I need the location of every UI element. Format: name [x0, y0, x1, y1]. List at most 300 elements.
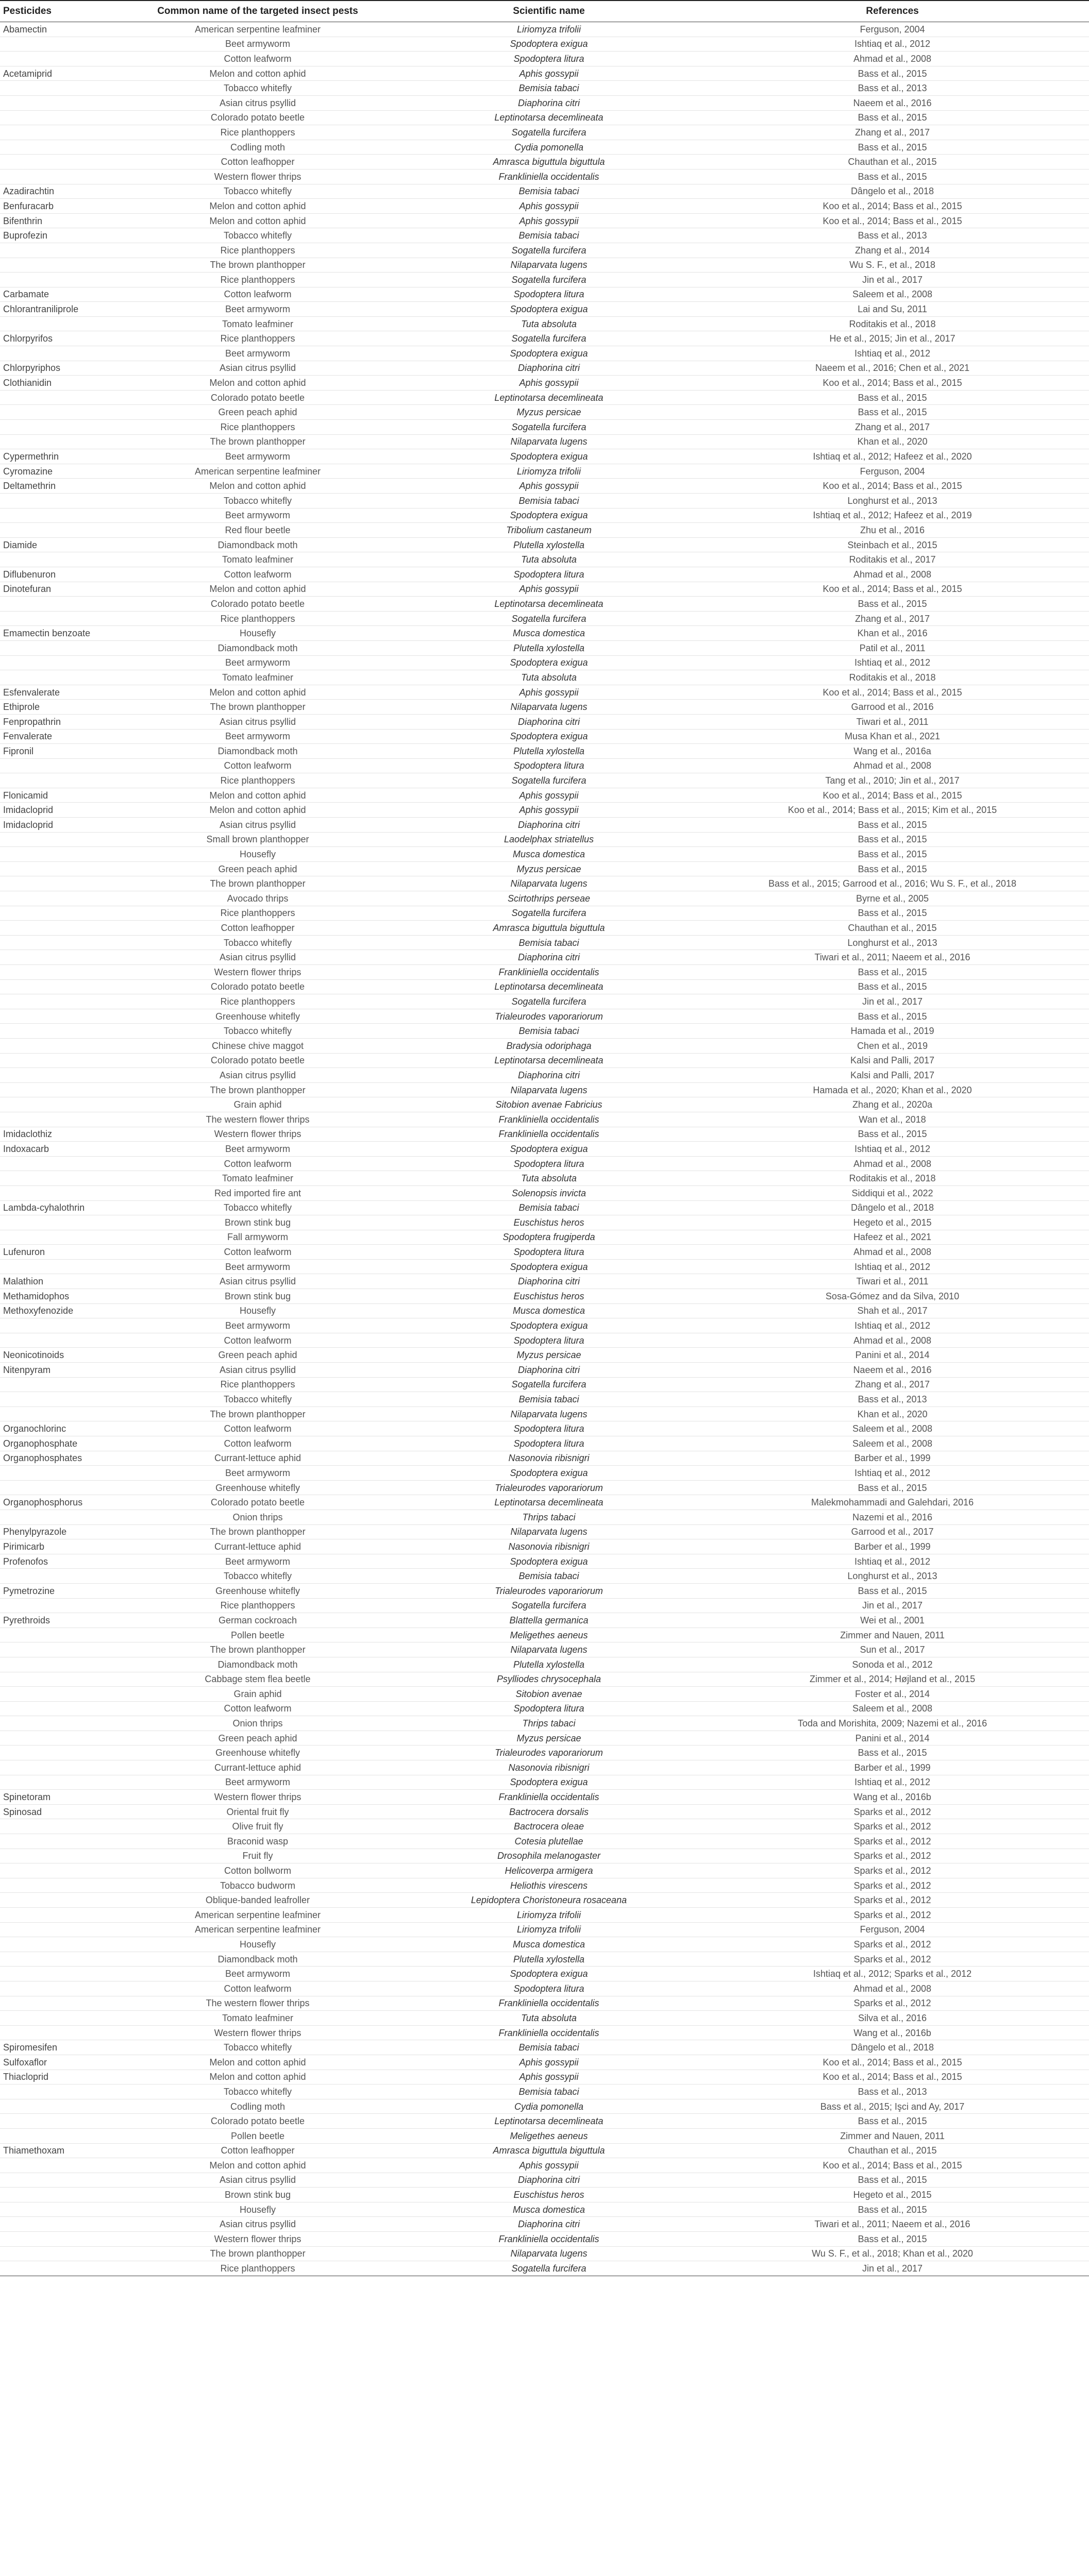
table-row: [0, 155, 1089, 170]
scientific-name-cell: Spodoptera litura: [402, 1421, 696, 1436]
references-cell: Ishtiaq et al., 2012; Hafeez et al., 2019: [696, 508, 1089, 523]
table-row: [0, 935, 1089, 950]
common-name-cell: Small brown planthopper: [113, 832, 402, 847]
table-row: [0, 213, 1089, 228]
pesticide-cell: [0, 1745, 113, 1760]
common-name-cell: Melon and cotton aphid: [113, 479, 402, 494]
common-name-cell: Western flower thrips: [113, 965, 402, 980]
common-name-cell: The brown planthopper: [113, 258, 402, 273]
references-cell: Koo et al., 2014; Bass et al., 2015: [696, 2055, 1089, 2070]
pesticide-cell: [0, 1981, 113, 1996]
references-cell: Bass et al., 2015: [696, 2173, 1089, 2188]
common-name-cell: Tobacco whitefly: [113, 2084, 402, 2099]
common-name-cell: Western flower thrips: [113, 1790, 402, 1805]
pesticide-cell: [0, 1701, 113, 1716]
scientific-name-cell: Spodoptera exigua: [402, 655, 696, 670]
table-row: [0, 950, 1089, 965]
table-row: [0, 2202, 1089, 2217]
table-row: [0, 1642, 1089, 1657]
references-cell: Barber et al., 1999: [696, 1539, 1089, 1554]
scientific-name-cell: Aphis gossypii: [402, 2055, 696, 2070]
common-name-cell: Tobacco whitefly: [113, 935, 402, 950]
references-cell: Hamada et al., 2019: [696, 1024, 1089, 1039]
references-cell: Naeem et al., 2016: [696, 1363, 1089, 1378]
scientific-name-cell: Leptinotarsa decemlineata: [402, 390, 696, 405]
table-row: [0, 1863, 1089, 1878]
scientific-name-cell: Myzus persicae: [402, 405, 696, 420]
references-cell: Bass et al., 2015: [696, 110, 1089, 125]
references-cell: Wan et al., 2018: [696, 1112, 1089, 1127]
table-row: [0, 994, 1089, 1009]
references-cell: Sparks et al., 2012: [696, 1937, 1089, 1952]
pesticide-cell: [0, 950, 113, 965]
pesticide-cell: [0, 243, 113, 258]
scientific-name-cell: Bemisia tabaci: [402, 184, 696, 199]
references-cell: Koo et al., 2014; Bass et al., 2015: [696, 213, 1089, 228]
common-name-cell: Beet armyworm: [113, 729, 402, 744]
pesticide-cell: [0, 1230, 113, 1245]
references-cell: Bass et al., 2015: [696, 66, 1089, 81]
scientific-name-cell: Tuta absoluta: [402, 316, 696, 331]
scientific-name-cell: Liriomyza trifolii: [402, 464, 696, 479]
common-name-cell: Green peach aphid: [113, 861, 402, 876]
common-name-cell: Diamondback moth: [113, 537, 402, 552]
pesticide-cell: Profenofos: [0, 1554, 113, 1569]
scientific-name-cell: Diaphorina citri: [402, 950, 696, 965]
table-row: [0, 2128, 1089, 2143]
scientific-name-cell: Bemisia tabaci: [402, 2040, 696, 2055]
table-row: [0, 1893, 1089, 1908]
references-cell: Ahmad et al., 2008: [696, 1981, 1089, 1996]
table-row: [0, 405, 1089, 420]
scientific-name-cell: Diaphorina citri: [402, 818, 696, 833]
references-cell: Khan et al., 2020: [696, 434, 1089, 449]
scientific-name-cell: Psylliodes chrysocephala: [402, 1672, 696, 1687]
common-name-cell: Green peach aphid: [113, 1731, 402, 1745]
table-row: [0, 1760, 1089, 1775]
table-row: [0, 494, 1089, 509]
scientific-name-cell: Meligethes aeneus: [402, 2128, 696, 2143]
references-cell: Roditakis et al., 2018: [696, 316, 1089, 331]
table-row: [0, 273, 1089, 287]
scientific-name-cell: Cydia pomonella: [402, 140, 696, 155]
common-name-cell: Pollen beetle: [113, 2128, 402, 2143]
common-name-cell: Tomato leafminer: [113, 670, 402, 685]
table-row: [0, 1539, 1089, 1554]
common-name-cell: Cotton leafworm: [113, 1333, 402, 1348]
common-name-cell: Melon and cotton aphid: [113, 685, 402, 700]
references-cell: Bass et al., 2015: [696, 1127, 1089, 1142]
pesticide-cell: Cyromazine: [0, 464, 113, 479]
pesticide-cell: Methamidophos: [0, 1289, 113, 1304]
table-row: [0, 2084, 1089, 2099]
common-name-cell: Colorado potato beetle: [113, 2114, 402, 2129]
table-row: [0, 818, 1089, 833]
common-name-cell: Tomato leafminer: [113, 2011, 402, 2026]
common-name-cell: Tobacco whitefly: [113, 1569, 402, 1584]
references-cell: Wu S. F., et al., 2018; Khan et al., 2020: [696, 2246, 1089, 2261]
references-cell: Sparks et al., 2012: [696, 1849, 1089, 1863]
references-cell: Bass et al., 2015: [696, 1583, 1089, 1598]
references-cell: Wei et al., 2001: [696, 1613, 1089, 1628]
references-cell: Sparks et al., 2012: [696, 1878, 1089, 1893]
scientific-name-cell: Frankliniella occidentalis: [402, 965, 696, 980]
references-cell: Ishtiaq et al., 2012: [696, 1142, 1089, 1157]
scientific-name-cell: Lepidoptera Choristoneura rosaceana: [402, 1893, 696, 1908]
table-row: [0, 1598, 1089, 1613]
table-row: [0, 729, 1089, 744]
common-name-cell: Asian citrus psyllid: [113, 95, 402, 110]
pesticide-cell: [0, 1937, 113, 1952]
references-cell: Ferguson, 2004: [696, 22, 1089, 37]
table-row: [0, 2173, 1089, 2188]
scientific-name-cell: Drosophila melanogaster: [402, 1849, 696, 1863]
references-cell: Zhang et al., 2017: [696, 611, 1089, 626]
pesticide-cell: [0, 2173, 113, 2188]
table-row: [0, 2232, 1089, 2247]
pesticide-cell: [0, 965, 113, 980]
scientific-name-cell: Bemisia tabaci: [402, 1024, 696, 1039]
pesticide-cell: [0, 1480, 113, 1495]
table-row: [0, 1245, 1089, 1260]
pesticide-cell: Chlorantraniliprole: [0, 302, 113, 317]
header-row: [0, 1, 1089, 22]
references-cell: Longhurst et al., 2013: [696, 494, 1089, 509]
pesticide-cell: [0, 52, 113, 66]
pesticide-cell: [0, 2158, 113, 2173]
table-row: [0, 376, 1089, 391]
references-cell: Koo et al., 2014; Bass et al., 2015: [696, 2070, 1089, 2084]
common-name-cell: Tobacco whitefly: [113, 1024, 402, 1039]
scientific-name-cell: Plutella xylostella: [402, 1952, 696, 1967]
pesticide-cell: [0, 2217, 113, 2232]
references-cell: Koo et al., 2014; Bass et al., 2015: [696, 685, 1089, 700]
common-name-cell: American serpentine leafminer: [113, 464, 402, 479]
table-row: [0, 184, 1089, 199]
pesticide-cell: [0, 1318, 113, 1333]
common-name-cell: Asian citrus psyllid: [113, 1068, 402, 1083]
pesticide-cell: [0, 1259, 113, 1274]
pesticide-cell: [0, 1863, 113, 1878]
references-cell: Ahmad et al., 2008: [696, 1333, 1089, 1348]
pesticide-cell: [0, 1952, 113, 1967]
scientific-name-cell: Tuta absoluta: [402, 670, 696, 685]
references-cell: Sparks et al., 2012: [696, 1893, 1089, 1908]
references-cell: Ishtiaq et al., 2012; Sparks et al., 2012: [696, 1967, 1089, 1981]
scientific-name-cell: Helicoverpa armigera: [402, 1863, 696, 1878]
common-name-cell: Cotton leafhopper: [113, 155, 402, 170]
common-name-cell: Colorado potato beetle: [113, 110, 402, 125]
scientific-name-cell: Trialeurodes vaporariorum: [402, 1480, 696, 1495]
table-row: [0, 2055, 1089, 2070]
scientific-name-cell: Heliothis virescens: [402, 1878, 696, 1893]
scientific-name-cell: Nilaparvata lugens: [402, 1642, 696, 1657]
table-row: [0, 1554, 1089, 1569]
common-name-cell: Cotton leafworm: [113, 1436, 402, 1451]
table-row: [0, 626, 1089, 641]
table-row: [0, 1952, 1089, 1967]
common-name-cell: Tomato leafminer: [113, 1171, 402, 1186]
scientific-name-cell: Euschistus heros: [402, 1289, 696, 1304]
scientific-name-cell: Aphis gossypii: [402, 66, 696, 81]
common-name-cell: Tobacco whitefly: [113, 1392, 402, 1407]
table-row: [0, 434, 1089, 449]
table-row: [0, 1185, 1089, 1200]
references-cell: Bass et al., 2015: [696, 2232, 1089, 2247]
scientific-name-cell: Liriomyza trifolii: [402, 1922, 696, 1937]
common-name-cell: The western flower thrips: [113, 1112, 402, 1127]
table-row: [0, 773, 1089, 788]
scientific-name-cell: Myzus persicae: [402, 861, 696, 876]
pesticide-cell: [0, 1731, 113, 1745]
common-name-cell: The brown planthopper: [113, 1082, 402, 1097]
references-cell: Khan et al., 2020: [696, 1406, 1089, 1421]
pesticide-cell: Clothianidin: [0, 376, 113, 391]
pesticide-cell: Phenylpyrazole: [0, 1524, 113, 1539]
references-cell: Dângelo et al., 2018: [696, 2040, 1089, 2055]
table-row: [0, 1908, 1089, 1923]
references-cell: Roditakis et al., 2018: [696, 1171, 1089, 1186]
scientific-name-cell: Bemisia tabaci: [402, 2084, 696, 2099]
table-row: [0, 2261, 1089, 2276]
pesticide-cell: [0, 2084, 113, 2099]
references-cell: Hegeto et al., 2015: [696, 2188, 1089, 2202]
pesticide-cell: [0, 1834, 113, 1849]
references-cell: Saleem et al., 2008: [696, 1436, 1089, 1451]
scientific-name-cell: Spodoptera litura: [402, 1701, 696, 1716]
references-cell: Garrood et al., 2016: [696, 700, 1089, 715]
table-row: [0, 1392, 1089, 1407]
common-name-cell: The brown planthopper: [113, 1524, 402, 1539]
pesticide-cell: [0, 552, 113, 567]
pesticide-cell: [0, 1068, 113, 1083]
references-cell: Koo et al., 2014; Bass et al., 2015: [696, 479, 1089, 494]
pesticide-cell: Spinosad: [0, 1804, 113, 1819]
common-name-cell: Tomato leafminer: [113, 552, 402, 567]
common-name-cell: Greenhouse whitefly: [113, 1583, 402, 1598]
pesticide-cell: [0, 1687, 113, 1702]
common-name-cell: Colorado potato beetle: [113, 390, 402, 405]
common-name-cell: Olive fruit fly: [113, 1819, 402, 1834]
references-cell: Bass et al., 2015: [696, 597, 1089, 612]
pesticide-cell: [0, 434, 113, 449]
scientific-name-cell: Meligethes aeneus: [402, 1628, 696, 1642]
pesticide-cell: [0, 1628, 113, 1642]
pesticide-cell: [0, 611, 113, 626]
scientific-name-cell: Spodoptera litura: [402, 567, 696, 582]
table-row: [0, 611, 1089, 626]
pesticide-cell: Dinotefuran: [0, 582, 113, 597]
pesticide-cell: Flonicamid: [0, 788, 113, 803]
table-row: [0, 803, 1089, 818]
pesticide-cell: [0, 1112, 113, 1127]
common-name-cell: Brown stink bug: [113, 1289, 402, 1304]
references-cell: Koo et al., 2014; Bass et al., 2015: [696, 199, 1089, 214]
references-cell: Bass et al., 2013: [696, 228, 1089, 243]
common-name-cell: Melon and cotton aphid: [113, 803, 402, 818]
table-row: [0, 1348, 1089, 1363]
references-cell: Zhu et al., 2016: [696, 523, 1089, 538]
references-cell: Bass et al., 2015: [696, 2114, 1089, 2129]
pesticide-cell: Buprofezin: [0, 228, 113, 243]
table-row: [0, 199, 1089, 214]
table-row: [0, 140, 1089, 155]
pesticide-cell: [0, 1185, 113, 1200]
references-cell: Koo et al., 2014; Bass et al., 2015; Kim et al., 2015: [696, 803, 1089, 818]
references-cell: Bass et al., 2015: [696, 140, 1089, 155]
common-name-cell: Asian citrus psyllid: [113, 714, 402, 729]
scientific-name-cell: Tribolium castaneum: [402, 523, 696, 538]
references-cell: Hamada et al., 2020; Khan et al., 2020: [696, 1082, 1089, 1097]
pesticide-cell: [0, 1819, 113, 1834]
pesticide-cell: [0, 1849, 113, 1863]
pesticide-cell: Azadirachtin: [0, 184, 113, 199]
common-name-cell: Rice planthoppers: [113, 125, 402, 140]
common-name-cell: Oblique-banded leafroller: [113, 1893, 402, 1908]
table-row: [0, 552, 1089, 567]
common-name-cell: Rice planthoppers: [113, 2261, 402, 2276]
common-name-cell: Melon and cotton aphid: [113, 2055, 402, 2070]
header-pesticides: Pesticides: [0, 1, 113, 22]
common-name-cell: The brown planthopper: [113, 1642, 402, 1657]
table-row: [0, 979, 1089, 994]
table-row: [0, 1804, 1089, 1819]
scientific-name-cell: Aphis gossypii: [402, 685, 696, 700]
pesticide-cell: Imidaclothiz: [0, 1127, 113, 1142]
pesticide-cell: Organochlorinc: [0, 1421, 113, 1436]
common-name-cell: Red imported fire ant: [113, 1185, 402, 1200]
scientific-name-cell: Leptinotarsa decemlineata: [402, 1053, 696, 1068]
scientific-name-cell: Aphis gossypii: [402, 213, 696, 228]
common-name-cell: German cockroach: [113, 1613, 402, 1628]
pesticide-cell: [0, 1392, 113, 1407]
table-row: [0, 1082, 1089, 1097]
pesticide-cell: Thiacloprid: [0, 2070, 113, 2084]
pesticide-cell: [0, 1893, 113, 1908]
references-cell: Hafeez et al., 2021: [696, 1230, 1089, 1245]
scientific-name-cell: Musca domestica: [402, 847, 696, 862]
references-cell: Koo et al., 2014; Bass et al., 2015: [696, 376, 1089, 391]
scientific-name-cell: Diaphorina citri: [402, 1274, 696, 1289]
pesticide-cell: [0, 169, 113, 184]
references-cell: Wang et al., 2016b: [696, 1790, 1089, 1805]
common-name-cell: Beet armyworm: [113, 302, 402, 317]
table-row: [0, 1142, 1089, 1157]
common-name-cell: Green peach aphid: [113, 1348, 402, 1363]
references-cell: Foster et al., 2014: [696, 1687, 1089, 1702]
table-row: [0, 258, 1089, 273]
references-cell: Lai and Su, 2011: [696, 302, 1089, 317]
table-row: [0, 2070, 1089, 2084]
references-cell: Ishtiaq et al., 2012: [696, 1318, 1089, 1333]
scientific-name-cell: Cotesia plutellae: [402, 1834, 696, 1849]
common-name-cell: Rice planthoppers: [113, 906, 402, 921]
pesticide-cell: [0, 1716, 113, 1731]
table-row: [0, 2099, 1089, 2114]
table-row: [0, 169, 1089, 184]
table-row: [0, 2143, 1089, 2158]
table-row: [0, 228, 1089, 243]
common-name-cell: Tobacco whitefly: [113, 1200, 402, 1215]
table-row: [0, 390, 1089, 405]
scientific-name-cell: Spodoptera exigua: [402, 1775, 696, 1790]
common-name-cell: Rice planthoppers: [113, 273, 402, 287]
table-row: [0, 479, 1089, 494]
references-cell: Panini et al., 2014: [696, 1731, 1089, 1745]
scientific-name-cell: Tuta absoluta: [402, 2011, 696, 2026]
table-row: [0, 1200, 1089, 1215]
pesticide-cell: Thiamethoxam: [0, 2143, 113, 2158]
scientific-name-cell: Sogatella furcifera: [402, 994, 696, 1009]
table-row: [0, 37, 1089, 52]
scientific-name-cell: Thrips tabaci: [402, 1510, 696, 1524]
references-cell: Chauthan et al., 2015: [696, 921, 1089, 936]
pesticide-cell: [0, 1156, 113, 1171]
pesticide-cell: Pyrethroids: [0, 1613, 113, 1628]
common-name-cell: Beet armyworm: [113, 1259, 402, 1274]
scientific-name-cell: Nilaparvata lugens: [402, 2246, 696, 2261]
references-cell: Kalsi and Palli, 2017: [696, 1068, 1089, 1083]
references-cell: Roditakis et al., 2017: [696, 552, 1089, 567]
references-cell: Longhurst et al., 2013: [696, 935, 1089, 950]
pesticide-cell: [0, 1642, 113, 1657]
common-name-cell: Tobacco whitefly: [113, 81, 402, 96]
references-cell: Nazemi et al., 2016: [696, 1510, 1089, 1524]
pesticide-cell: Neonicotinoids: [0, 1348, 113, 1363]
pesticide-cell: [0, 1406, 113, 1421]
pesticide-cell: Imidacloprid: [0, 803, 113, 818]
pesticide-cell: Organophosphates: [0, 1451, 113, 1466]
common-name-cell: Colorado potato beetle: [113, 1053, 402, 1068]
pesticide-cell: [0, 258, 113, 273]
common-name-cell: American serpentine leafminer: [113, 1922, 402, 1937]
common-name-cell: Cotton leafworm: [113, 1421, 402, 1436]
scientific-name-cell: Spodoptera exigua: [402, 1142, 696, 1157]
common-name-cell: Melon and cotton aphid: [113, 2158, 402, 2173]
scientific-name-cell: Euschistus heros: [402, 1215, 696, 1230]
scientific-name-cell: Spodoptera litura: [402, 1333, 696, 1348]
table-row: [0, 1657, 1089, 1672]
references-cell: Silva et al., 2016: [696, 2011, 1089, 2026]
references-cell: Bass et al., 2015: [696, 169, 1089, 184]
common-name-cell: Onion thrips: [113, 1716, 402, 1731]
common-name-cell: Greenhouse whitefly: [113, 1745, 402, 1760]
pesticide-cell: [0, 773, 113, 788]
common-name-cell: Housefly: [113, 2202, 402, 2217]
scientific-name-cell: Tuta absoluta: [402, 552, 696, 567]
table-row: [0, 66, 1089, 81]
scientific-name-cell: Trialeurodes vaporariorum: [402, 1583, 696, 1598]
common-name-cell: Beet armyworm: [113, 655, 402, 670]
scientific-name-cell: Nilaparvata lugens: [402, 1406, 696, 1421]
pesticide-cell: [0, 316, 113, 331]
pesticide-cell: [0, 1996, 113, 2011]
pesticide-cell: [0, 1082, 113, 1097]
scientific-name-cell: Frankliniella occidentalis: [402, 1790, 696, 1805]
scientific-name-cell: Diaphorina citri: [402, 1068, 696, 1083]
scientific-name-cell: Musca domestica: [402, 2202, 696, 2217]
references-cell: Longhurst et al., 2013: [696, 1569, 1089, 1584]
scientific-name-cell: Aphis gossypii: [402, 479, 696, 494]
scientific-name-cell: Tuta absoluta: [402, 1171, 696, 1186]
scientific-name-cell: Diaphorina citri: [402, 2217, 696, 2232]
references-cell: Musa Khan et al., 2021: [696, 729, 1089, 744]
references-cell: Sparks et al., 2012: [696, 1952, 1089, 1967]
table-row: [0, 1112, 1089, 1127]
table-row: [0, 1628, 1089, 1642]
pesticide-cell: Chlorpyrifos: [0, 331, 113, 346]
pesticide-cell: [0, 1466, 113, 1481]
